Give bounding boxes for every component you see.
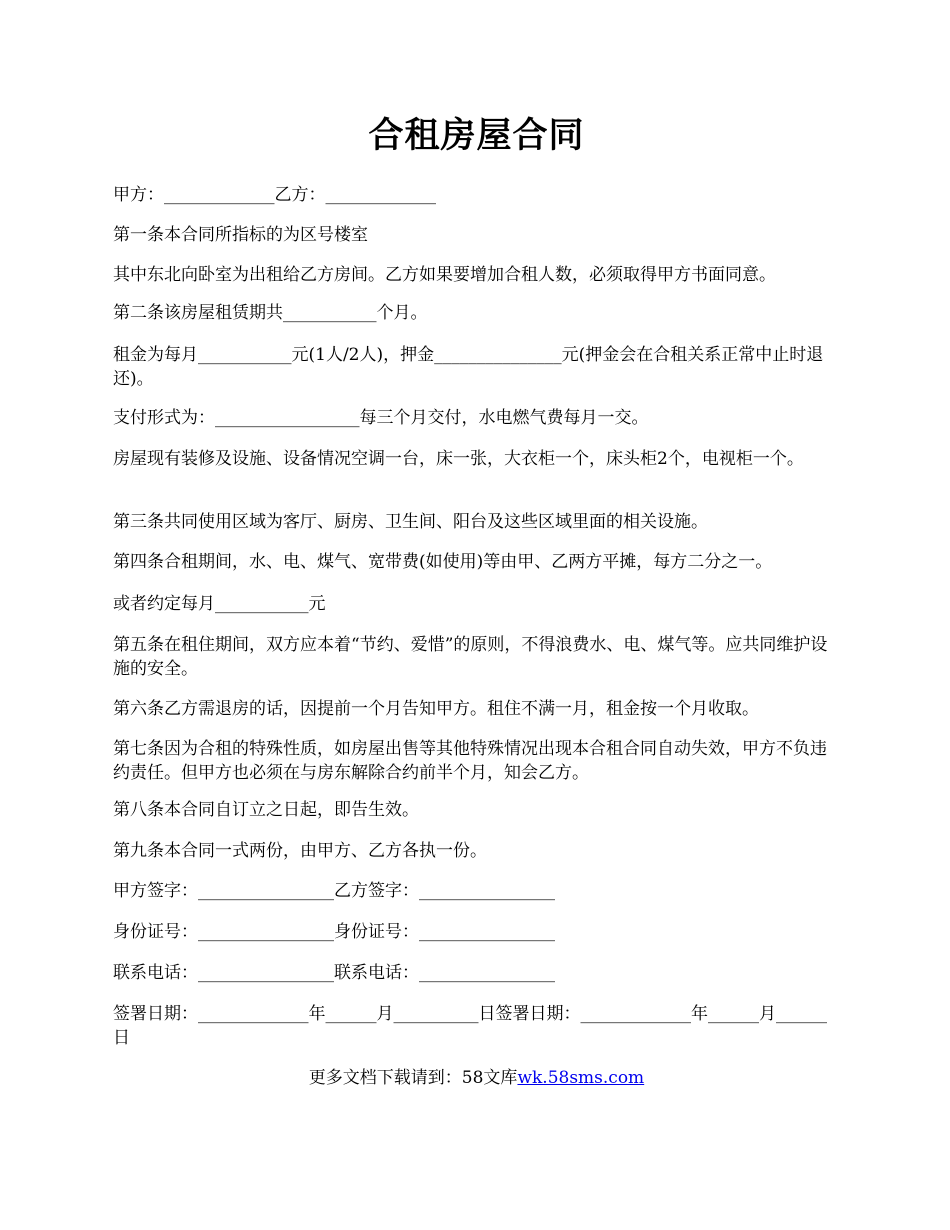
rent-deposit: 租金为每月___________元(1人/2人)，押金_______________元(押金会在合租关系正常中止时退还)。 (113, 345, 824, 389)
clause-1-room: 其中东北向卧室为出租给乙方房间。乙方如果要增加合租人数，必须取得甲方书面同意。 (113, 265, 776, 285)
phone-line: 联系电话：________________联系电话：________________ (113, 963, 555, 983)
id-number-line: 身份证号：________________身份证号：________________ (113, 922, 555, 942)
clause-6: 第六条乙方需退房的话，因提前一个月告知甲方。租住不满一月，租金按一个月收取。 (113, 699, 759, 719)
footer (113, 1066, 840, 1090)
clause-3: 第三条共同使用区域为客厅、厨房、卫生间、阳台及这些区域里面的相关设施。 (113, 512, 708, 532)
document-title: 合租房屋合同 (368, 115, 585, 156)
clause-2: 第二条该房屋租赁期共___________个月。 (113, 303, 428, 323)
clause-5: 第五条在租住期间，双方应本着“节约、爱惜”的原则，不得浪费水、电、煤气等。应共同维护设施的安全。 (113, 635, 828, 679)
party-line: 甲方：_____________乙方：_____________ (113, 185, 436, 205)
footer-text: 更多文档下载请到：58文库 (308, 1068, 518, 1088)
signing-date-line: 签署日期：_____________年______月__________日签署日期：_____________年______月______日 (113, 1004, 827, 1048)
payment-method: 支付形式为：_________________每三个月交付，水电燃气费每月一交。 (113, 408, 649, 428)
clause-4: 第四条合租期间，水、电、煤气、宽带费(如使用)等由甲、乙两方平摊，每方二分之一。 (113, 552, 773, 572)
clause-7: 第七条因为合租的特殊性质，如房屋出售等其他特殊情况出现本合租合同自动失效，甲方不负违约责任。但甲方也必须在与房东解除合约前半个月，知会乙方。 (113, 739, 827, 783)
clause-1: 第一条本合同所指标的为区号楼室 (113, 225, 368, 245)
facilities: 房屋现有装修及设施、设备情况空调一台，床一张，大衣柜一个，床头柜2个，电视柜一个。 (113, 449, 804, 469)
monthly-agreement: 或者约定每月___________元 (113, 594, 326, 614)
signature-line: 甲方签字：________________乙方签字：________________ (113, 881, 555, 901)
clause-9: 第九条本合同一式两份，由甲方、乙方各执一份。 (113, 841, 487, 861)
clause-8: 第八条本合同自订立之日起，即告生效。 (113, 800, 419, 820)
footer-link[interactable]: wk.58sms.com (517, 1068, 645, 1088)
